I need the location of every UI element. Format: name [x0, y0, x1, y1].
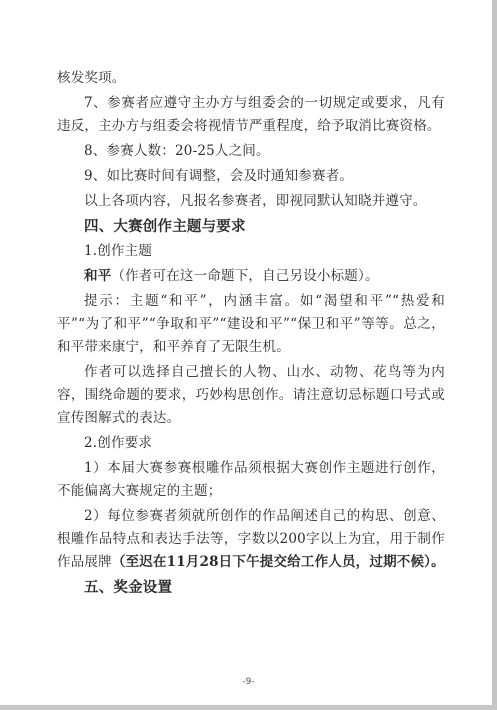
section-4-heading: 四、大赛创作主题与要求 — [84, 218, 246, 235]
subsection-1-title: 1.创作主题 — [84, 243, 153, 259]
subsection-2-title: 2.创作要求 — [84, 435, 153, 451]
theme-note: （作者可在这一命题下，自己另设小标题）。 — [111, 268, 379, 284]
subjects-paragraph: 作者可以选择自己擅长的人物、山水、动物、花鸟等为内容，围绕命题的要求，巧妙构思创作。请注意切忌标题口号式或宣传图解式的表达。 — [57, 364, 445, 426]
paragraph-award: 核发奖项。 — [57, 70, 126, 86]
hint-paragraph: 提示：主题“和平”，内涵丰富。如“渴望和平”“热爱和平”“为了和平”“争取和平”“建设和平”“保卫和平”等等。总之，和平带来康宁，和平养育了无限生机。 — [57, 293, 445, 355]
section-5-heading: 五、奖金设置 — [84, 579, 173, 596]
rule-item-7: 7、参赛者应遵守主办方与组委会的一切规定或要求，凡有违反，主办方与组委会将视情节严重程度，给予取消比赛资格。 — [57, 95, 445, 134]
page-number: -9- — [242, 677, 255, 687]
theme-paragraph — [57, 265, 445, 288]
rule-item-8: 8、参赛人数：20-25人之间。 — [84, 143, 270, 159]
requirement-2-text: 2）每位参赛者须就所创作的作品阐述自己的构思、创意、根雕作品特点和表达手法等，字数以200字以上为宜，用于制作作品展牌 — [57, 508, 445, 570]
requirement-1: 1）本届大赛参赛根雕作品须根据大赛创作主题进行创作，不能偏离大赛规定的主题； — [57, 460, 445, 499]
document-body — [57, 67, 445, 601]
rule-item-9: 9、如比赛时间有调整，会及时通知参赛者。 — [84, 168, 354, 184]
requirement-2-deadline: （至迟在11月28日下午提交给工作人员，过期不候）。 — [111, 554, 445, 570]
theme-name: 和平 — [84, 268, 112, 284]
requirement-2 — [57, 505, 445, 574]
closing-statement: 以上各项内容，凡报名参赛者，即视同默认知晓并遵守。 — [84, 193, 427, 209]
